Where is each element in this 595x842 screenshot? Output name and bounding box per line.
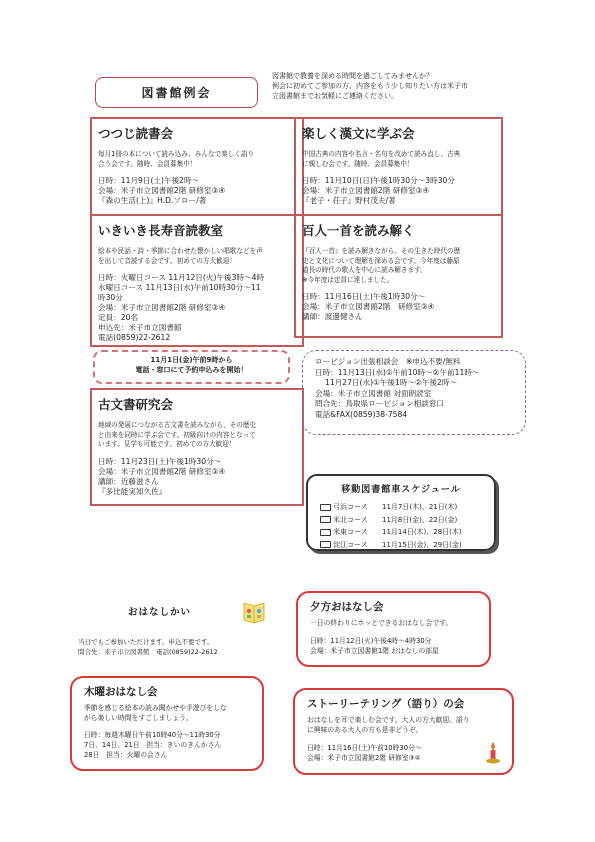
bus-icon bbox=[320, 529, 331, 536]
event-info: 28日 担当：火曜の会さん bbox=[84, 751, 168, 759]
candle-icon bbox=[484, 740, 502, 766]
rules-intro: 図書館で教養を深める時間を過ごしてみませんか？ 例会に初めてご参加の方、内容をもう少し知りたい方は米子市 立図書館までお気軽にご連絡ください。 bbox=[272, 72, 468, 100]
event-info: 日時：火曜日コース 11月12日(火)午後3時～4時 水曜日コース 11月13日(水)午前10時30分～11 時30分 会場：米子市立図書館2階 研修室③④ 定員：20名 申込先：米子市立図書館 電話(0859)22-2612 bbox=[98, 273, 265, 342]
bus-icon bbox=[320, 516, 331, 523]
event-desc: 地域の発展につながる古文書を読みながら、その歴史 と由来を同時に学ぶ会です。初級向けの内容となって います。見学も可能です。初めての方大歓迎！ bbox=[98, 421, 257, 448]
mobile-library-schedule bbox=[306, 474, 496, 551]
event-title: 百人一首を読み解く bbox=[302, 223, 415, 238]
consult-line: 会場：米子市立図書館 対面朗読室 bbox=[315, 388, 432, 398]
event-info: 日時：11月10日(日)午後1時30分～3時30分 会場：米子市立図書館2階 研修室③④ 『老子・荘子』野村茂夫/著 bbox=[302, 176, 455, 205]
event-desc: おはなしを耳で楽しむ会です。大人の方大歓迎。語り に興味のある大人の方も是非どうぞ。 bbox=[307, 716, 470, 734]
route-course: 米東コース bbox=[333, 528, 368, 536]
event-desc: 中国古典の内容や名言・名句を改めて読み直し、古典 に親しむ会です。随時、会員募集中！ bbox=[302, 150, 461, 168]
route-row bbox=[320, 514, 482, 527]
route-dates: 11月15日(金)、29日(金) bbox=[382, 540, 462, 549]
event-info: 日時：毎週木曜日午前10時40分～11時30分 bbox=[84, 731, 221, 739]
event-title: 楽しく漢文に学ぶ会 bbox=[302, 126, 415, 141]
event-story bbox=[293, 688, 514, 775]
picture-book-icon bbox=[240, 598, 268, 624]
route-row bbox=[320, 501, 482, 514]
ohanashi-info: 当日でもご参加いただけます。申込不要です。 問合先：米子市立図書館 電話(0859)22-2612 bbox=[78, 638, 218, 656]
bus-icon bbox=[320, 541, 331, 548]
event-info: 日時：11月16日(土)午前10時30分～ bbox=[307, 744, 422, 752]
route-row bbox=[320, 539, 482, 552]
event-title: ストーリーテリング（語り）の会 bbox=[307, 698, 465, 710]
event-info: 会場：米子市立図書館2階 研修室③④ bbox=[307, 754, 421, 762]
route-row bbox=[320, 526, 482, 539]
route-course: 米北コース bbox=[333, 515, 368, 524]
event-title: 古文書研究会 bbox=[98, 397, 174, 412]
event-desc: 絵本や民話・詩・季節に合わせた懐かしい唱歌などを声 を出して音読する会です。初めての方大歓迎！ bbox=[98, 247, 263, 265]
event-desc: 季節を感じる絵本の読み聞かせや手遊びをしな がら楽しい時間をすごしましょう。 bbox=[84, 704, 227, 722]
route-course: 淀江コース bbox=[333, 540, 368, 549]
reservation-notice: 11月1日(金)午前9時から 電話・窓口にて予約申込みを開始！ bbox=[93, 350, 290, 384]
route-dates: 11月7日(木)、21日(木) bbox=[382, 503, 458, 511]
mobile-title: 移動図書館車スケジュール bbox=[341, 485, 461, 495]
event-info: 日時：11月9日(土)午後2時～ 会場：米子市立図書館2階 研修室③④ 『森の生活(上)』H.D.ソロー/著 bbox=[98, 176, 226, 205]
event-kanbun bbox=[294, 117, 503, 216]
event-desc: 毎月1冊の本について読み込み、みんなで楽しく語り 合う会です。随時、会員募集中！ bbox=[98, 150, 255, 168]
ohanashi-title: おはなしかい bbox=[128, 607, 192, 618]
event-desc: 『百人一首』を読み解きながら、その生きた時代の歴 史と文化について理解を深める会です。今年度は藤原 道長の時代の歌人を中心に読み解きます。 ※今年度は定員に達しました。 bbox=[302, 247, 461, 284]
event-desc: 一日の終わりにホッとできるおはなし会です。 bbox=[310, 619, 453, 627]
event-title: 木曜おはなし会 bbox=[84, 686, 158, 698]
consult-line: 電話&FAX(0859)38-7584 bbox=[315, 409, 408, 419]
consult-title: ロービジョン出張相談会 ※申込不要/無料 bbox=[315, 357, 461, 366]
event-info: 日時：11月12日(火)午後4時～4時30分 bbox=[310, 637, 432, 645]
route-course: 弓浜コース bbox=[333, 503, 368, 511]
event-info: 7日、14日、21日 担当：きいのきんかさん bbox=[84, 741, 222, 749]
consult-line: 問合先：鳥取県ロービジョン相談窓口 bbox=[315, 399, 444, 408]
event-hyakunin bbox=[294, 214, 503, 338]
event-tsutsuji bbox=[90, 117, 304, 216]
consult-line: 日時：11月13日(水)①午前10時～②午前11時～ bbox=[315, 367, 480, 377]
event-ikiiki bbox=[90, 214, 304, 347]
event-info: 日時：11月16日(土)午後1時30分～ 会場：米子市立図書館2階 研修室③④ 講師：渡邊健さん bbox=[302, 292, 435, 321]
event-info: 日時：11月23日(土)午後1時30分～ 会場：米子市立図書館2階 研修室③④ 講師：近藤滋さん 『多比能実知久佐』 bbox=[98, 456, 226, 496]
lowvision-consult bbox=[302, 350, 526, 435]
event-title: いきいき長寿音読教室 bbox=[98, 223, 224, 238]
event-title: 夕方おはなし会 bbox=[310, 601, 384, 613]
event-mokuyo bbox=[70, 676, 264, 771]
event-title: つつじ読書会 bbox=[98, 126, 174, 141]
event-info: 会場：米子市立図書館1階 おはなしの部屋 bbox=[310, 647, 439, 655]
event-komonjo bbox=[90, 388, 304, 506]
consult-line: 11月27日(水)①午後1時～②午後2時～ bbox=[325, 378, 458, 387]
event-yugata bbox=[296, 591, 491, 667]
route-dates: 11月14日(木)、28日(木) bbox=[382, 528, 462, 536]
route-dates: 11月8日(金)、22日(金) bbox=[382, 515, 458, 524]
bus-icon bbox=[320, 504, 331, 511]
rules-title: 図書館例会 bbox=[95, 77, 258, 108]
